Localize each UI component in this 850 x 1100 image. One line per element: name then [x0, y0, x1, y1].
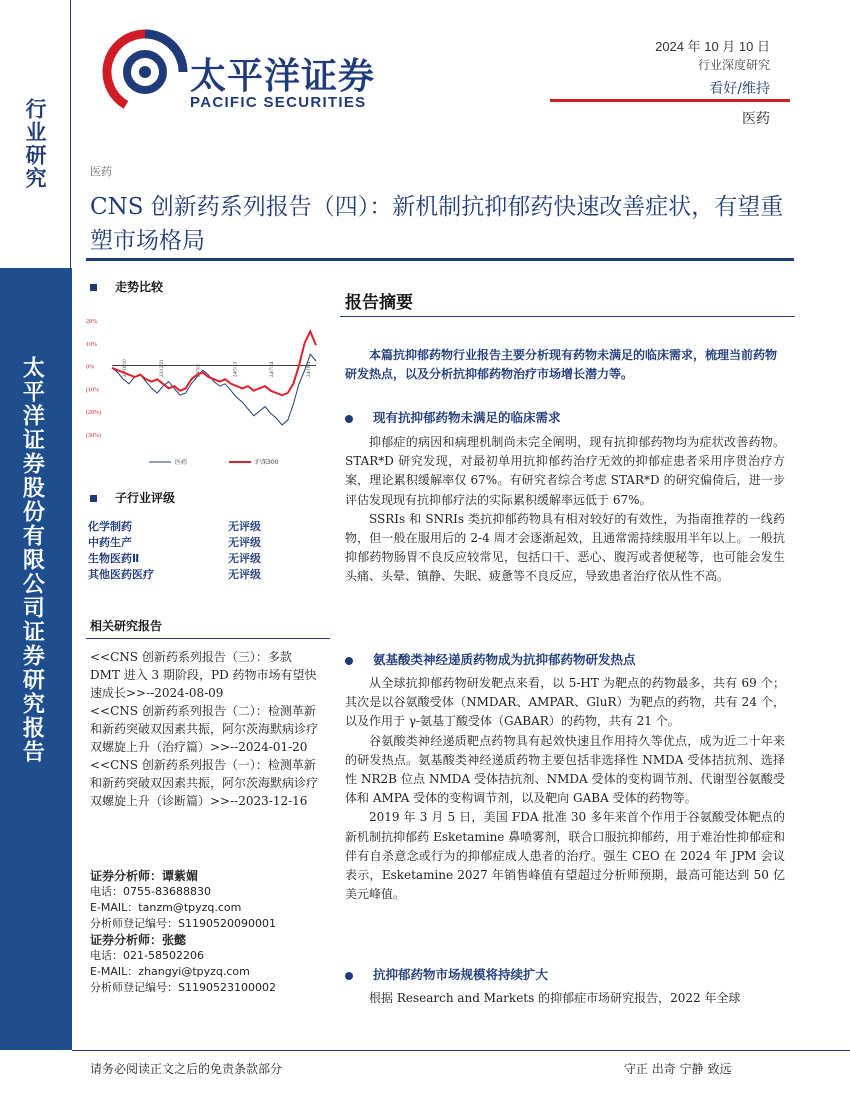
sector-tag: 医药 — [90, 165, 112, 178]
series-line — [112, 354, 316, 425]
footer-disclaimer: 请务必阅读正文之后的免责条款部分 — [90, 1062, 283, 1076]
section-heading — [345, 408, 561, 426]
sub-industry-rating: 无评级 — [228, 568, 261, 581]
analyst-phone: 电话：0755-83688830 — [90, 885, 211, 898]
industry-rating: 看好/维持 — [709, 81, 770, 97]
sub-industry-name: 其他医药医疗 — [88, 568, 154, 581]
analyst-email[interactable]: E-MAIL：zhangyi@tpyzq.com — [90, 965, 250, 978]
y-tick-label: (20%) — [86, 410, 101, 417]
sub-rating-row — [88, 551, 328, 567]
sub-industry-rating: 无评级 — [228, 552, 261, 565]
summary-intro: 本篇抗抑郁药物行业报告主要分析现有药物未满足的临床需求，梳理当前药物研发热点，以及分析抗抑郁药物治疗市场增长潜力等。 — [345, 348, 778, 381]
title-divider — [86, 258, 794, 261]
body-paragraph: SSRIs 和 SNRIs 类抗抑郁药物具有相对较好的有效性，为指南推荐的一线药物，但一般在服用后的 2-4 周才会逐渐起效，且通常需持续服用半年以上。一般抗抑郁药物肠胃不良反应较常见，包括口干、恶心、腹泻或者便秘等，也可能会发生头痛、头晕、镇静、失眠、疲惫等不良反应，导致患者治疗依从性不高。 — [345, 511, 785, 584]
y-tick-label: (10% — [86, 387, 99, 394]
related-report-link[interactable]: <<CNS 创新药系列报告（二）：检测革新和新药突破双因素共振，阿尔茨海默病诊疗双螺旋上升（治疗篇）>>--2024-01-20 — [90, 704, 319, 754]
trend-heading-text: 走势比较 — [115, 280, 164, 294]
section-body — [345, 674, 785, 904]
logo-chinese-name: 太平洋证券 — [190, 56, 376, 97]
related-reports-list — [90, 648, 325, 810]
bullet-icon — [345, 657, 353, 665]
analyst-cert: 分析师登记编号：S1190520090001 — [90, 917, 276, 930]
report-title: CNS 创新药系列报告（四）：新机制抗抑郁药快速改善症状，有望重塑市场格局 — [90, 194, 784, 254]
y-tick-label: 10% — [86, 341, 97, 348]
summary-divider — [340, 316, 795, 317]
x-tick-label: 24/10/4 — [307, 361, 312, 377]
sub-rating-table — [88, 519, 328, 583]
square-bullet-icon — [90, 495, 97, 502]
body-paragraph: 谷氨酸类神经递质靶点药物具有起效快速且作用持久等优点，成为近二十年来的研发热点。氨基酸类神经递质药物主要包括非选择性 NMDA 受体拮抗剂、选择性 NR2B 位点 NMDA 受体拮抗剂、NMDA 受体的变构调节剂、代谢型谷氨酸受体和 AMPA 受体的变构调节剂，以及靶向 GABA 受体的药物等。 — [345, 733, 785, 806]
section-heading — [345, 650, 636, 668]
bullet-icon — [345, 415, 353, 423]
header-divider — [550, 99, 790, 102]
related-report-link[interactable]: <<CNS 创新药系列报告（三）：多款 DMT 进入 3 期阶段，PD 药物市场有望快速成长>>--2024-08-09 — [90, 650, 317, 700]
footer-motto: 守正 出奇 宁静 致远 — [624, 1062, 732, 1076]
body-paragraph: 2019 年 3 月 5 日，美国 FDA 批准 30 多年来首个作用于谷氨酸受体靶点的新机制抗抑郁药 Esketamine 鼻喷雾剂，联合口服抗抑郁药，用于难治性抑郁症和伴有自杀意念或行为的抑郁症成人患者的治疗。强生 CEO 在 2024 年 JPM 会议表示，Esketamine 2027 年销售峰值有望超过分析师预期，最高可能达到 50 亿美元峰值。 — [345, 810, 785, 902]
sub-rating-row — [88, 519, 328, 535]
y-tick-label: 20% — [86, 319, 97, 325]
y-tick-label: (30%) — [86, 433, 101, 439]
related-report-link[interactable]: <<CNS 创新药系列报告（一）：检测革新和新药突破双因素共振，阿尔茨海默病诊疗双螺旋上升（诊断篇）>>--2023-12-16 — [90, 758, 319, 808]
sidebar-category-label: 行业研究 — [23, 98, 47, 190]
summary-heading: 报告摘要 — [345, 293, 413, 313]
section-heading-text: 抗抑郁药物市场规模将持续扩大 — [373, 967, 549, 982]
report-type: 行业深度研究 — [697, 58, 770, 72]
related-divider — [86, 638, 330, 639]
sub-rating-heading-text: 子行业评级 — [115, 491, 176, 505]
sub-rating-heading — [90, 489, 175, 506]
x-tick-label: 24/7/24 — [270, 361, 276, 377]
section-heading-text: 现有抗抑郁药物未满足的临床需求 — [373, 410, 561, 425]
analyst-email[interactable]: E-MAIL：tanzm@tpyzq.com — [90, 901, 242, 914]
trend-heading — [90, 278, 163, 295]
body-paragraph: 从全球抗抑郁药物研发靶点来看，以 5-HT 为靶点的药物最多，共有 69 个；其次是以谷氨酸受体（NMDAR、AMPAR、GluR）为靶点的药物，共有 24 个，以及作用于 γ-氨基丁酸受体（GABAR）的药物，共有 21 个。 — [345, 676, 785, 729]
header-sector: 医药 — [742, 111, 770, 127]
analyst-name: 证券分析师：谭紫媚 — [90, 869, 199, 883]
y-tick-label: 0% — [86, 364, 94, 371]
x-tick-label: 24/3/2 — [196, 364, 202, 377]
footer-divider — [72, 1050, 850, 1051]
analyst-name: 证券分析师：张懿 — [90, 933, 187, 947]
trend-chart — [84, 310, 324, 470]
sub-rating-row — [88, 567, 328, 583]
x-tick-label: 24/5/13 — [233, 361, 239, 377]
sub-industry-name: 生物医药Ⅱ — [88, 552, 140, 565]
bullet-icon — [345, 972, 353, 980]
section-heading-text: 氨基酸类神经递质药物成为抗抑郁药物研发热点 — [373, 652, 636, 667]
legend-label: 沪深300 — [255, 459, 279, 466]
analyst-info — [90, 868, 330, 996]
body-paragraph: 根据 Research and Markets 的抑郁症市场研究报告，2022 年全球 — [369, 991, 741, 1005]
legend-label: 医药 — [175, 459, 188, 466]
analyst-phone: 电话：021-58502206 — [90, 949, 204, 962]
section-body — [345, 433, 785, 587]
x-tick-label: 23/12/21 — [159, 359, 165, 377]
sub-rating-row — [88, 535, 328, 551]
sidebar-company-label: 太平洋证券股份有限公司证券研究报告 — [19, 356, 45, 764]
related-reports-heading: 相关研究报告 — [90, 619, 163, 633]
series-line — [112, 331, 316, 395]
section-heading — [345, 965, 548, 983]
body-paragraph: 抑郁症的病因和病理机制尚未完全阐明，现有抗抑郁药物均为症状改善药物。STAR*D 研究发现，对最初单用抗抑郁药治疗无效的抑郁症患者采用序贯治疗方案，理论累积缓解率仅 67%。有研究者综合考虑 STAR*D 的研究偏倚后，进一步评估发现现有抗抑郁疗法的实际累积缓解率远低于 67%。 — [345, 435, 785, 507]
section-body — [345, 989, 785, 1008]
sub-industry-name: 中药生产 — [88, 536, 132, 549]
report-date: 2024 年 10 月 10 日 — [655, 39, 770, 54]
sub-industry-rating: 无评级 — [228, 536, 261, 549]
square-bullet-icon — [90, 284, 97, 291]
analyst-cert: 分析师登记编号：S1190523100002 — [90, 981, 276, 994]
logo-english-name: PACIFIC SECURITIES — [190, 94, 367, 111]
x-tick-label: 23/10/10 — [123, 359, 128, 377]
sub-industry-rating: 无评级 — [228, 520, 261, 533]
sub-industry-name: 化学制药 — [88, 520, 132, 533]
